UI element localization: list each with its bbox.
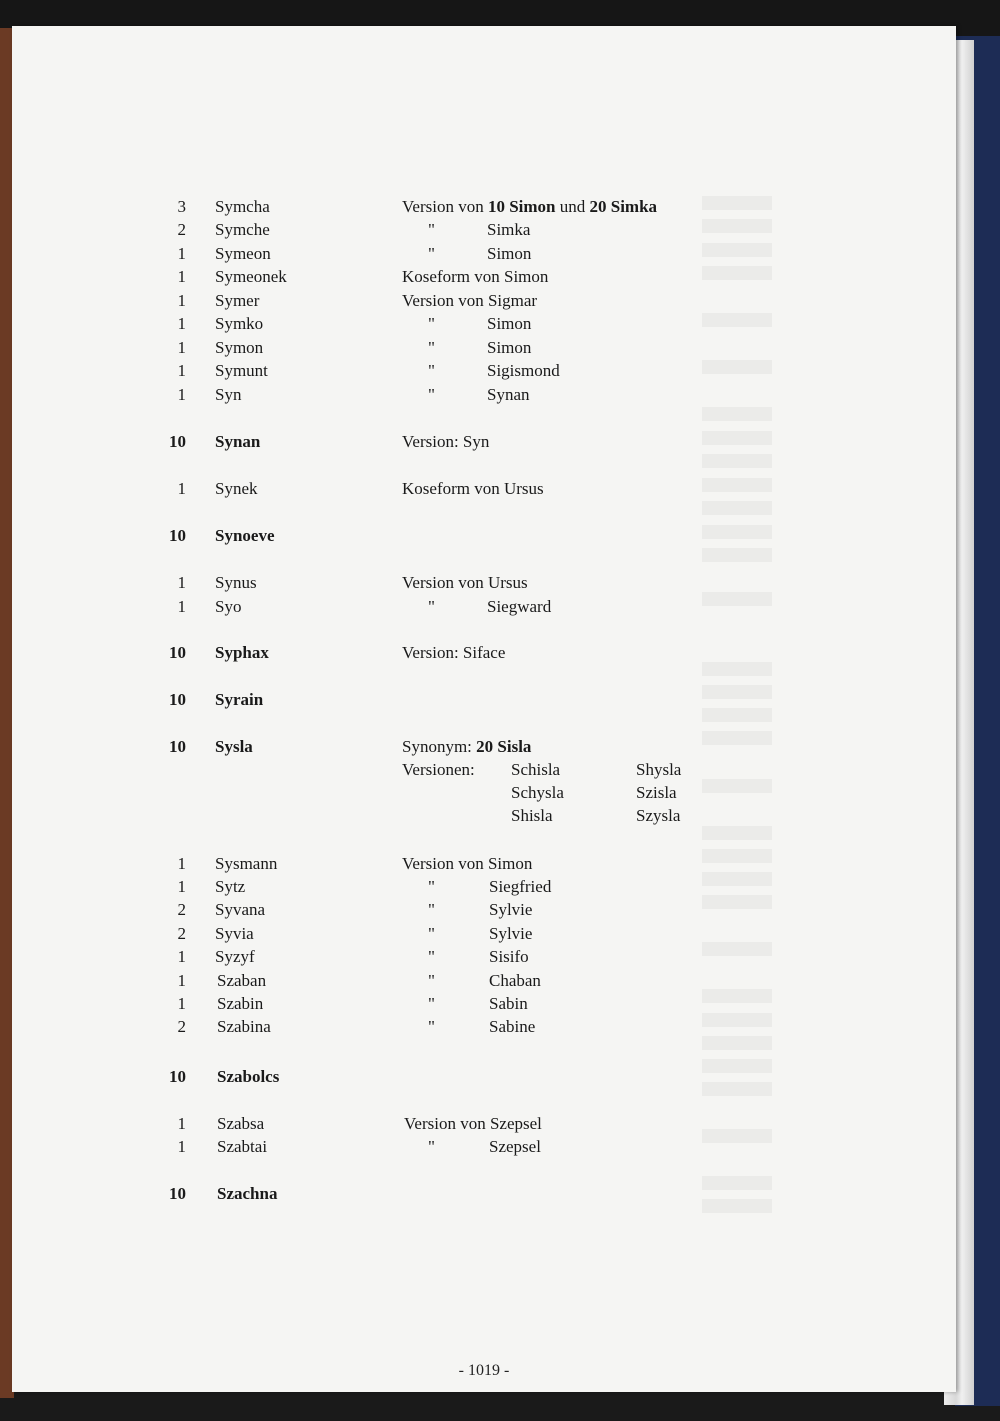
entry-count: 1 [177, 994, 186, 1013]
entry-count: 2 [177, 900, 186, 919]
ditto-mark: " [428, 1137, 435, 1156]
ditto-reference: Sisifo [489, 947, 529, 966]
ditto-mark: " [428, 385, 435, 404]
entry-count: 1 [177, 1137, 186, 1156]
entry-name: Szachna [217, 1184, 278, 1203]
description-part: Version von [402, 197, 488, 216]
entry-count: 10 [169, 526, 186, 545]
entry-description [402, 196, 657, 218]
entry-row [12, 970, 956, 992]
versions-row [12, 759, 956, 781]
versions-row [12, 782, 956, 804]
entry-row [12, 337, 956, 359]
entry-count: 1 [177, 244, 186, 263]
entry-description [402, 290, 537, 312]
entry-count: 2 [177, 220, 186, 239]
entry-count: 1 [177, 267, 186, 286]
description-part: Synonym: [402, 737, 477, 756]
description-part: 10 Simon [487, 197, 556, 216]
entry-row [12, 219, 956, 241]
entry-name: Szabsa [217, 1114, 265, 1133]
description-part: Version von Simon [402, 854, 533, 873]
entry-name: Syzyf [215, 947, 255, 966]
ditto-mark: " [428, 361, 435, 380]
entry-count: 1 [177, 877, 186, 896]
entry-name: Szaban [217, 971, 267, 990]
ditto-mark: " [428, 597, 435, 616]
description-part: und [555, 197, 590, 216]
entry-count: 2 [177, 1017, 186, 1036]
ditto-reference: Simka [487, 220, 531, 239]
entry-name: Symeonek [215, 267, 287, 286]
ditto-mark: " [428, 994, 435, 1013]
versions-item: Szysla [636, 806, 681, 825]
entry-name: Synoeve [215, 526, 275, 545]
entry-description [402, 736, 531, 758]
entry-row [12, 572, 956, 594]
entry-row [12, 853, 956, 875]
description-part: Koseform von Ursus [402, 479, 544, 498]
description-part: Version von Sigmar [402, 291, 538, 310]
show-through-line [702, 1036, 772, 1050]
entry-name: Syvana [215, 900, 266, 919]
entry-count: 1 [177, 338, 186, 357]
ditto-reference: Simon [487, 338, 532, 357]
entry-description [402, 572, 528, 594]
ditto-reference: Chaban [489, 971, 541, 990]
description-part: Koseform von Simon [402, 267, 549, 286]
entry-count: 1 [177, 854, 186, 873]
ditto-mark: " [428, 338, 435, 357]
description-part: 20 Simka [589, 197, 658, 216]
entry-row [12, 266, 956, 288]
entry-row [12, 899, 956, 921]
entry-count: 10 [169, 643, 186, 662]
entry-name: Symunt [215, 361, 268, 380]
entry-name: Szabin [217, 994, 264, 1013]
ditto-reference: Szepsel [489, 1137, 541, 1156]
entry-count: 10 [169, 737, 186, 756]
entry-count: 1 [177, 385, 186, 404]
entry-description [404, 1113, 542, 1135]
show-through-line [702, 501, 772, 515]
document-page [12, 26, 956, 1392]
entry-name: Symko [215, 314, 264, 333]
ditto-reference: Sigismond [487, 361, 560, 380]
entry-name: Symon [215, 338, 264, 357]
entry-count: 3 [177, 197, 186, 216]
entry-description [402, 431, 489, 453]
ditto-reference: Synan [487, 385, 530, 404]
versions-item: Shysla [636, 760, 682, 779]
description-part: Version: Syn [402, 432, 490, 451]
entry-name: Symeon [215, 244, 271, 263]
entry-count: 10 [169, 1067, 186, 1086]
entry-row [12, 876, 956, 898]
entry-description [402, 478, 544, 500]
entry-name: Synus [215, 573, 257, 592]
versions-label: Versionen: [402, 760, 475, 779]
entry-row [12, 196, 956, 218]
entry-row [12, 478, 956, 500]
entry-row [12, 290, 956, 312]
entry-name: Symer [215, 291, 260, 310]
ditto-mark: " [428, 971, 435, 990]
entry-name: Sysmann [215, 854, 278, 873]
entry-row [12, 946, 956, 968]
entry-row [12, 1113, 956, 1135]
versions-item: Shisla [511, 806, 553, 825]
entry-row [12, 1136, 956, 1158]
entry-count: 1 [177, 314, 186, 333]
entry-row [12, 1066, 956, 1088]
entry-count: 10 [169, 432, 186, 451]
ditto-mark: " [428, 877, 435, 896]
entry-row [12, 689, 956, 711]
page-number: - 1019 - [458, 1362, 510, 1379]
ditto-reference: Sabin [489, 994, 528, 1013]
ditto-reference: Sabine [489, 1017, 536, 1036]
ditto-mark: " [428, 900, 435, 919]
versions-item: Schisla [511, 760, 561, 779]
entry-name: Syvia [215, 924, 254, 943]
entry-name: Szabtai [217, 1137, 268, 1156]
entry-name: Szabolcs [217, 1067, 280, 1086]
entry-row [12, 360, 956, 382]
entry-name: Sysla [215, 737, 253, 756]
entry-description [402, 853, 532, 875]
entry-count: 2 [177, 924, 186, 943]
entry-count: 1 [177, 291, 186, 310]
entry-name: Synan [215, 432, 261, 451]
entry-name: Symche [215, 220, 270, 239]
show-through-line [702, 826, 772, 840]
ditto-reference: Simon [487, 244, 532, 263]
ditto-mark: " [428, 220, 435, 239]
entry-row [12, 596, 956, 618]
entry-name: Syrain [215, 690, 264, 709]
entry-count: 1 [177, 947, 186, 966]
versions-item: Schysla [511, 783, 564, 802]
ditto-mark: " [428, 947, 435, 966]
entry-count: 10 [169, 1184, 186, 1203]
entry-row [12, 642, 956, 664]
entry-description [402, 642, 505, 664]
show-through-line [702, 548, 772, 562]
description-part: 20 Sisla [476, 737, 532, 756]
entry-name: Sytz [215, 877, 246, 896]
entry-row [12, 431, 956, 453]
entry-row [12, 243, 956, 265]
ditto-reference: Siegfried [489, 877, 552, 896]
entry-name: Syo [215, 597, 242, 616]
entry-row [12, 923, 956, 945]
entry-count: 1 [177, 1114, 186, 1133]
ditto-reference: Sylvie [489, 924, 533, 943]
ditto-mark: " [428, 244, 435, 263]
entry-row [12, 313, 956, 335]
ditto-reference: Simon [487, 314, 532, 333]
entry-name: Syn [215, 385, 242, 404]
show-through-line [702, 407, 772, 421]
entry-count: 10 [169, 690, 186, 709]
entry-count: 1 [177, 597, 186, 616]
entry-row [12, 1016, 956, 1038]
versions-row [12, 805, 956, 827]
entry-row [12, 525, 956, 547]
description-part: Version: Siface [402, 643, 506, 662]
entry-count: 1 [177, 479, 186, 498]
ditto-mark: " [428, 1017, 435, 1036]
ditto-reference: Sylvie [489, 900, 533, 919]
ditto-mark: " [428, 314, 435, 333]
ditto-reference: Siegward [487, 597, 552, 616]
entry-name: Szabina [217, 1017, 271, 1036]
description-part: Version von Szepsel [404, 1114, 542, 1133]
entry-row [12, 1183, 956, 1205]
ditto-mark: " [428, 924, 435, 943]
entry-name: Symcha [215, 197, 270, 216]
show-through-line [702, 454, 772, 468]
entry-count: 1 [177, 971, 186, 990]
entry-description [402, 266, 548, 288]
versions-item: Szisla [636, 783, 677, 802]
entry-row [12, 993, 956, 1015]
description-part: Version von Ursus [402, 573, 528, 592]
entry-count: 1 [177, 361, 186, 380]
entry-count: 1 [177, 573, 186, 592]
entry-name: Syphax [215, 643, 269, 662]
entry-row [12, 384, 956, 406]
show-through-line [702, 662, 772, 676]
entry-row [12, 736, 956, 758]
entry-name: Synek [215, 479, 258, 498]
